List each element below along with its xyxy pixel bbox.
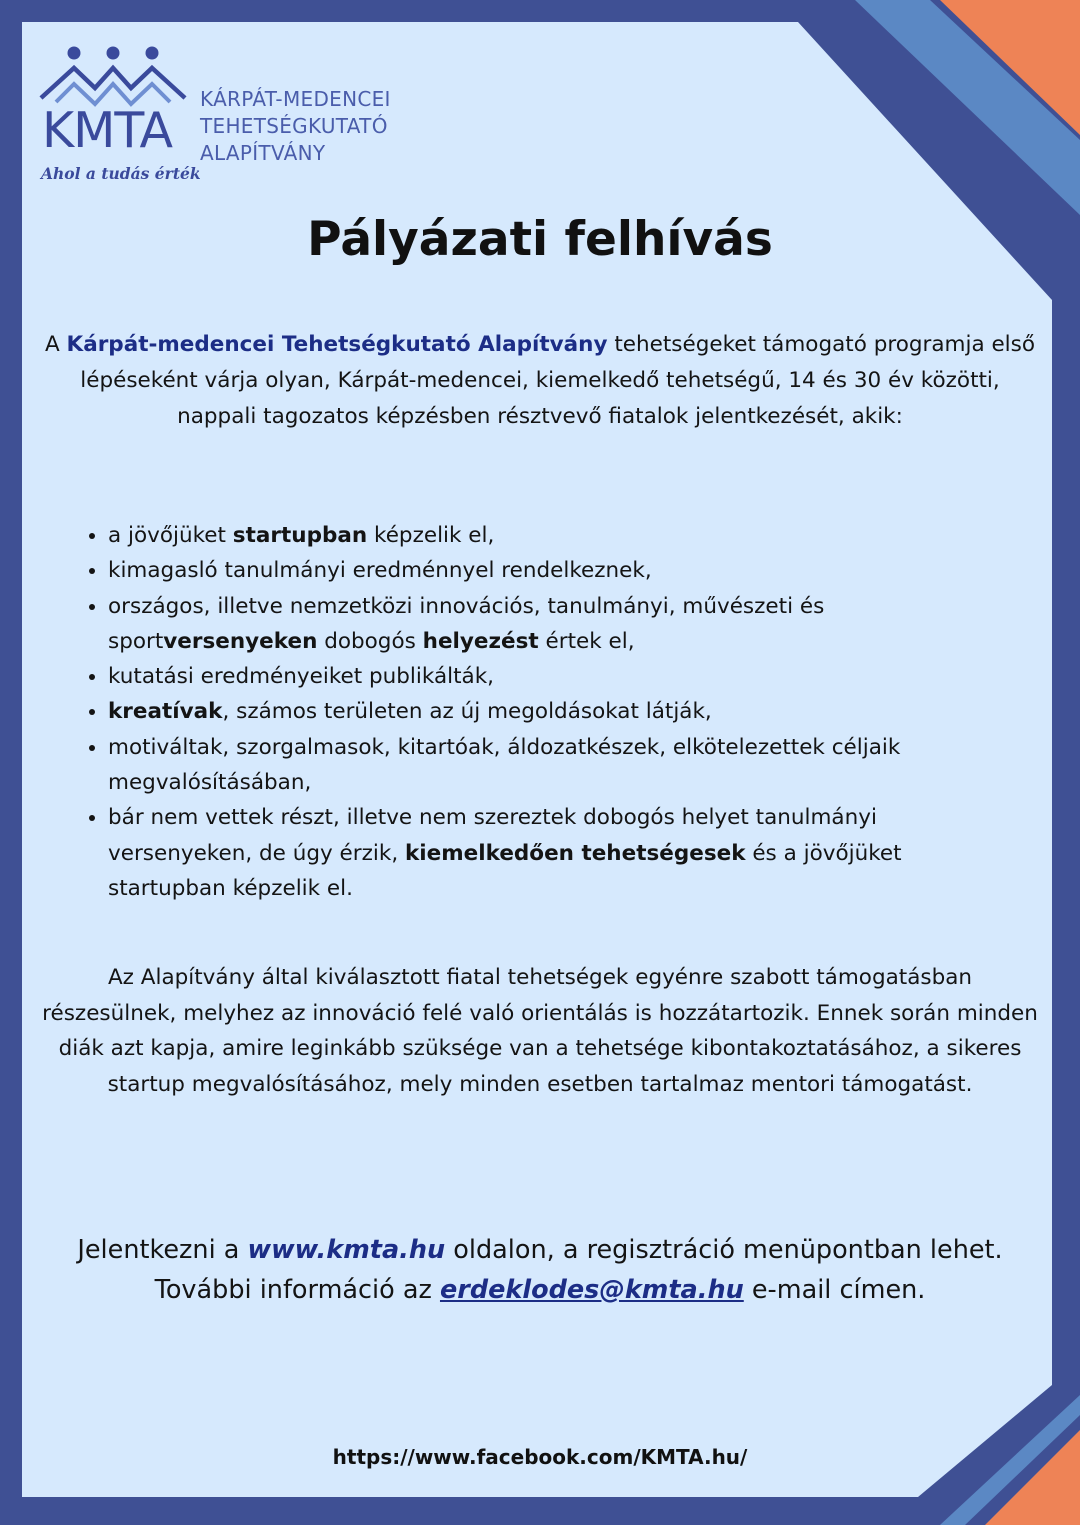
kmta-logo [38, 44, 438, 189]
intro-paragraph [40, 327, 1040, 435]
apply-line2-prefix: További információ az [154, 1275, 440, 1305]
organization-name: Kárpát-medencei Tehetségkutató Alapítvány [66, 332, 608, 357]
email-link[interactable]: erdeklodes@kmta.hu [439, 1275, 744, 1305]
page-title: Pályázati felhívás [307, 212, 773, 267]
facebook-url[interactable]: https://www.facebook.com/KMTA.hu/ [332, 1445, 748, 1469]
application-info [40, 1230, 1040, 1310]
list-item: • motiváltak, szorgalmasok, kitartóak, áldozatkészek, elkötelezettek céljaik megvalósításában, [108, 730, 1008, 801]
logo-name-line: KÁRPÁT-MEDENCEI [200, 87, 391, 111]
logo-name-line: TEHETSÉGKUTATÓ [200, 114, 388, 138]
list-item: • bár nem vettek részt, illetve nem szereztek dobogós helyet tanulmányi versenyeken, de úgy érzik, kiemelkedően tehetségesek és a jövőjüket startupban képzelik el. [108, 800, 1008, 906]
website-link[interactable]: www.kmta.hu [247, 1235, 446, 1265]
list-item: • a jövőjüket startupban képzelik el, [108, 518, 1008, 553]
list-item: • országos, illetve nemzetközi innovációs, tanulmányi, művészeti és sportversenyeken dobogós helyezést értek el, [108, 589, 1008, 660]
support-paragraph: Az Alapítvány által kiválasztott fiatal tehetségek egyénre szabott támogatásban részesülnek, melyhez az innováció felé való orientálás is hozzátartozik. Ennek során minden diák azt kapja, amire leginkább szüksége van a tehetsége kibontakoztatásához, a sikeres startup megvalósításához, mely minden esetben tartalmaz mentori támogatást. [42, 965, 1038, 1097]
logo-name-line: ALAPÍTVÁNY [200, 141, 326, 165]
intro-prefix: A [44, 332, 67, 357]
apply-line1-prefix: Jelentkezni a [77, 1235, 248, 1265]
criteria-list [77, 518, 1008, 906]
logo-organization-name [200, 86, 391, 167]
intro-text: tehetségeket támogató programja első lépéseként várja olyan, Kárpát-medencei, kiemelkedő tehetségű, 14 és 30 év közötti, nappali tagozatos képzésben résztvevő fiatalok jelentkezését, akik: [80, 332, 1036, 429]
list-item: • kimagasló tanulmányi eredménnyel rendelkeznek, [108, 553, 1008, 588]
logo-acronym: KMTA [42, 102, 173, 159]
apply-line1-suffix: oldalon, a regisztráció menüpontban lehet. [445, 1235, 1003, 1265]
logo-motto: Ahol a tudás érték [41, 164, 201, 183]
apply-line2-suffix: e-mail címen. [743, 1275, 926, 1305]
list-item: • kreatívak, számos területen az új megoldásokat látják, [108, 694, 1008, 729]
list-item: • kutatási eredményeiket publikálták, [108, 659, 1008, 694]
